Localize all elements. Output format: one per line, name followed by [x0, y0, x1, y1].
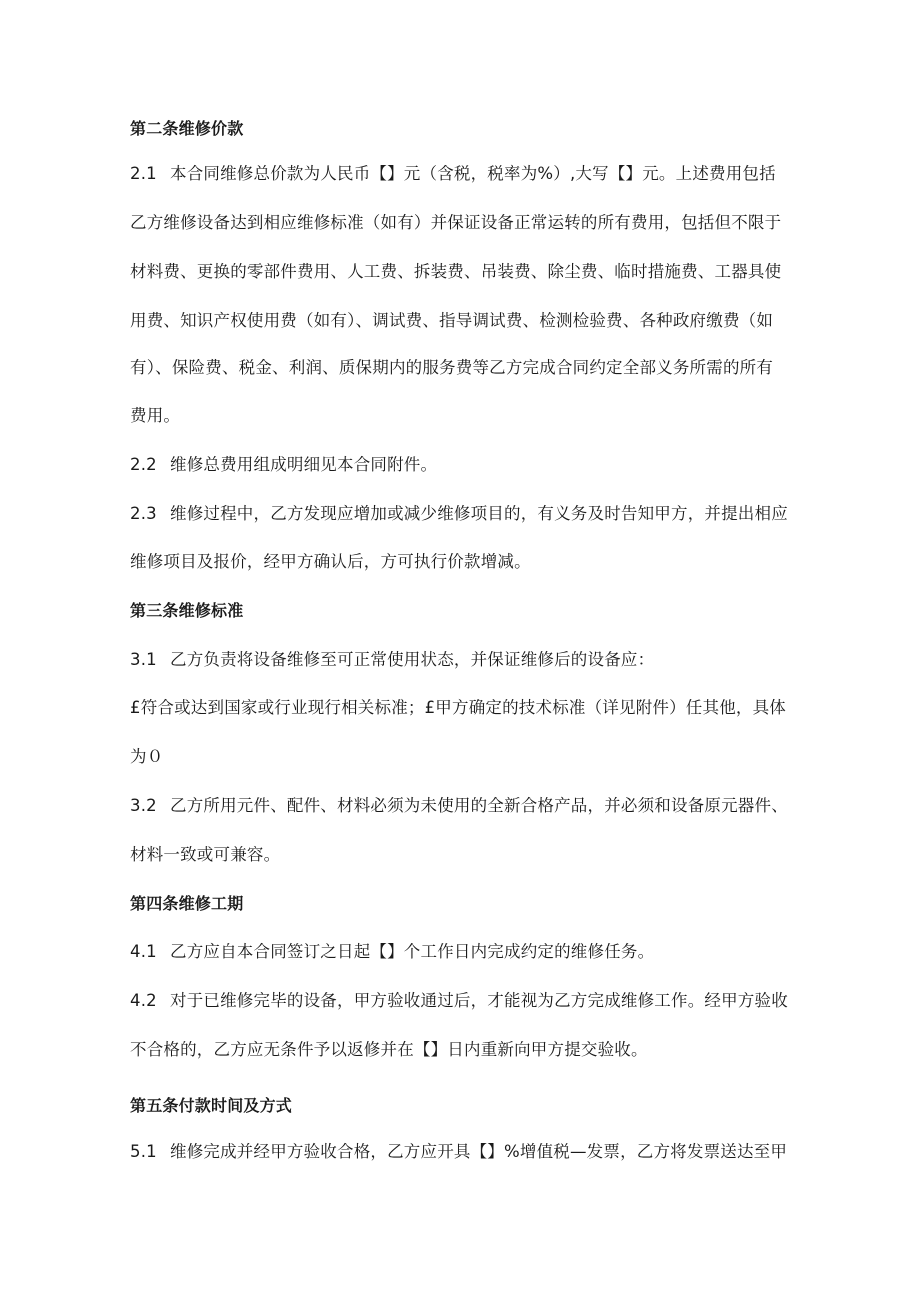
clause-text: 乙方所用元件、配件、材料必须为未使用的全新合格产品，并必须和设备原元器件、	[170, 796, 788, 815]
clause-2-1-line-5: 有）、保险费、税金、利润、质保期内的服务费等乙方完成合同约定全部义务所需的所有	[130, 358, 774, 377]
clause-2-2-line-1	[130, 454, 437, 476]
clause-4-1-line-1	[130, 941, 654, 963]
clause-3-1-line-3: 为０	[130, 747, 164, 766]
clause-text: 本合同维修总价款为人民币【】元（含税，税率为%）,大写【】元。上述费用包括	[170, 164, 776, 183]
clause-5-1-line-1	[130, 1141, 787, 1163]
clause-2-3-line-2: 维修项目及报价，经甲方确认后，方可执行价款增减。	[130, 552, 531, 571]
clause-text: 对于已维修完毕的设备，甲方验收通过后，才能视为乙方完成维修工作。经甲方验收	[170, 991, 788, 1010]
clause-number: 2.1	[130, 164, 157, 183]
section-heading-2: 第二条维修价款	[130, 119, 244, 138]
clause-3-2-line-1	[130, 795, 788, 817]
section-heading-4: 第四条维修工期	[130, 894, 244, 913]
clause-number: 4.1	[130, 942, 157, 961]
clause-3-2-line-2: 材料一致或可兼容。	[130, 845, 281, 864]
clause-4-2-line-1	[130, 990, 788, 1012]
clause-3-1-line-1	[130, 649, 654, 671]
clause-3-1-line-2: £符合或达到国家或行业现行相关标准；£甲方确定的技术标准（详见附件）任其他，具体	[130, 698, 786, 717]
clause-text: 乙方应自本合同签订之日起【】个工作日内完成约定的维修任务。	[170, 942, 655, 961]
clause-number: 3.2	[130, 796, 157, 815]
section-heading-3: 第三条维修标准	[130, 601, 244, 620]
clause-text: 乙方负责将设备维修至可正常使用状态，并保证维修后的设备应：	[170, 650, 655, 669]
clause-number: 4.2	[130, 991, 157, 1010]
clause-number: 2.2	[130, 455, 157, 474]
clause-2-3-line-1	[130, 503, 788, 525]
clause-number: 3.1	[130, 650, 157, 669]
clause-4-2-line-2: 不合格的，乙方应无条件予以返修并在【】日内重新向甲方提交验收。	[130, 1040, 648, 1059]
clause-text: 维修总费用组成明细见本合同附件。	[170, 455, 438, 474]
clause-text: 维修完成并经甲方验收合格，乙方应开具【】%增值税—发票，乙方将发票送达至甲	[170, 1142, 788, 1161]
clause-2-1-line-3: 材料费、更换的零部件费用、人工费、拆装费、吊装费、除尘费、临时措施费、工器具使	[130, 262, 782, 281]
clause-2-1-line-6: 费用。	[130, 406, 181, 425]
clause-2-1-line-2: 乙方维修设备达到相应维修标准（如有）并保证设备正常运转的所有费用，包括但不限于	[130, 213, 782, 232]
clause-2-1-line-1	[130, 163, 776, 185]
clause-number: 5.1	[130, 1142, 157, 1161]
clause-number: 2.3	[130, 504, 157, 523]
section-heading-5: 第五条付款时间及方式	[130, 1096, 293, 1115]
clause-text: 维修过程中，乙方发现应增加或减少维修项目的，有义务及时告知甲方，并提出相应	[170, 504, 788, 523]
clause-2-1-line-4: 用费、知识产权使用费（如有）、调试费、指导调试费、检测检验费、各种政府缴费（如	[130, 311, 774, 330]
